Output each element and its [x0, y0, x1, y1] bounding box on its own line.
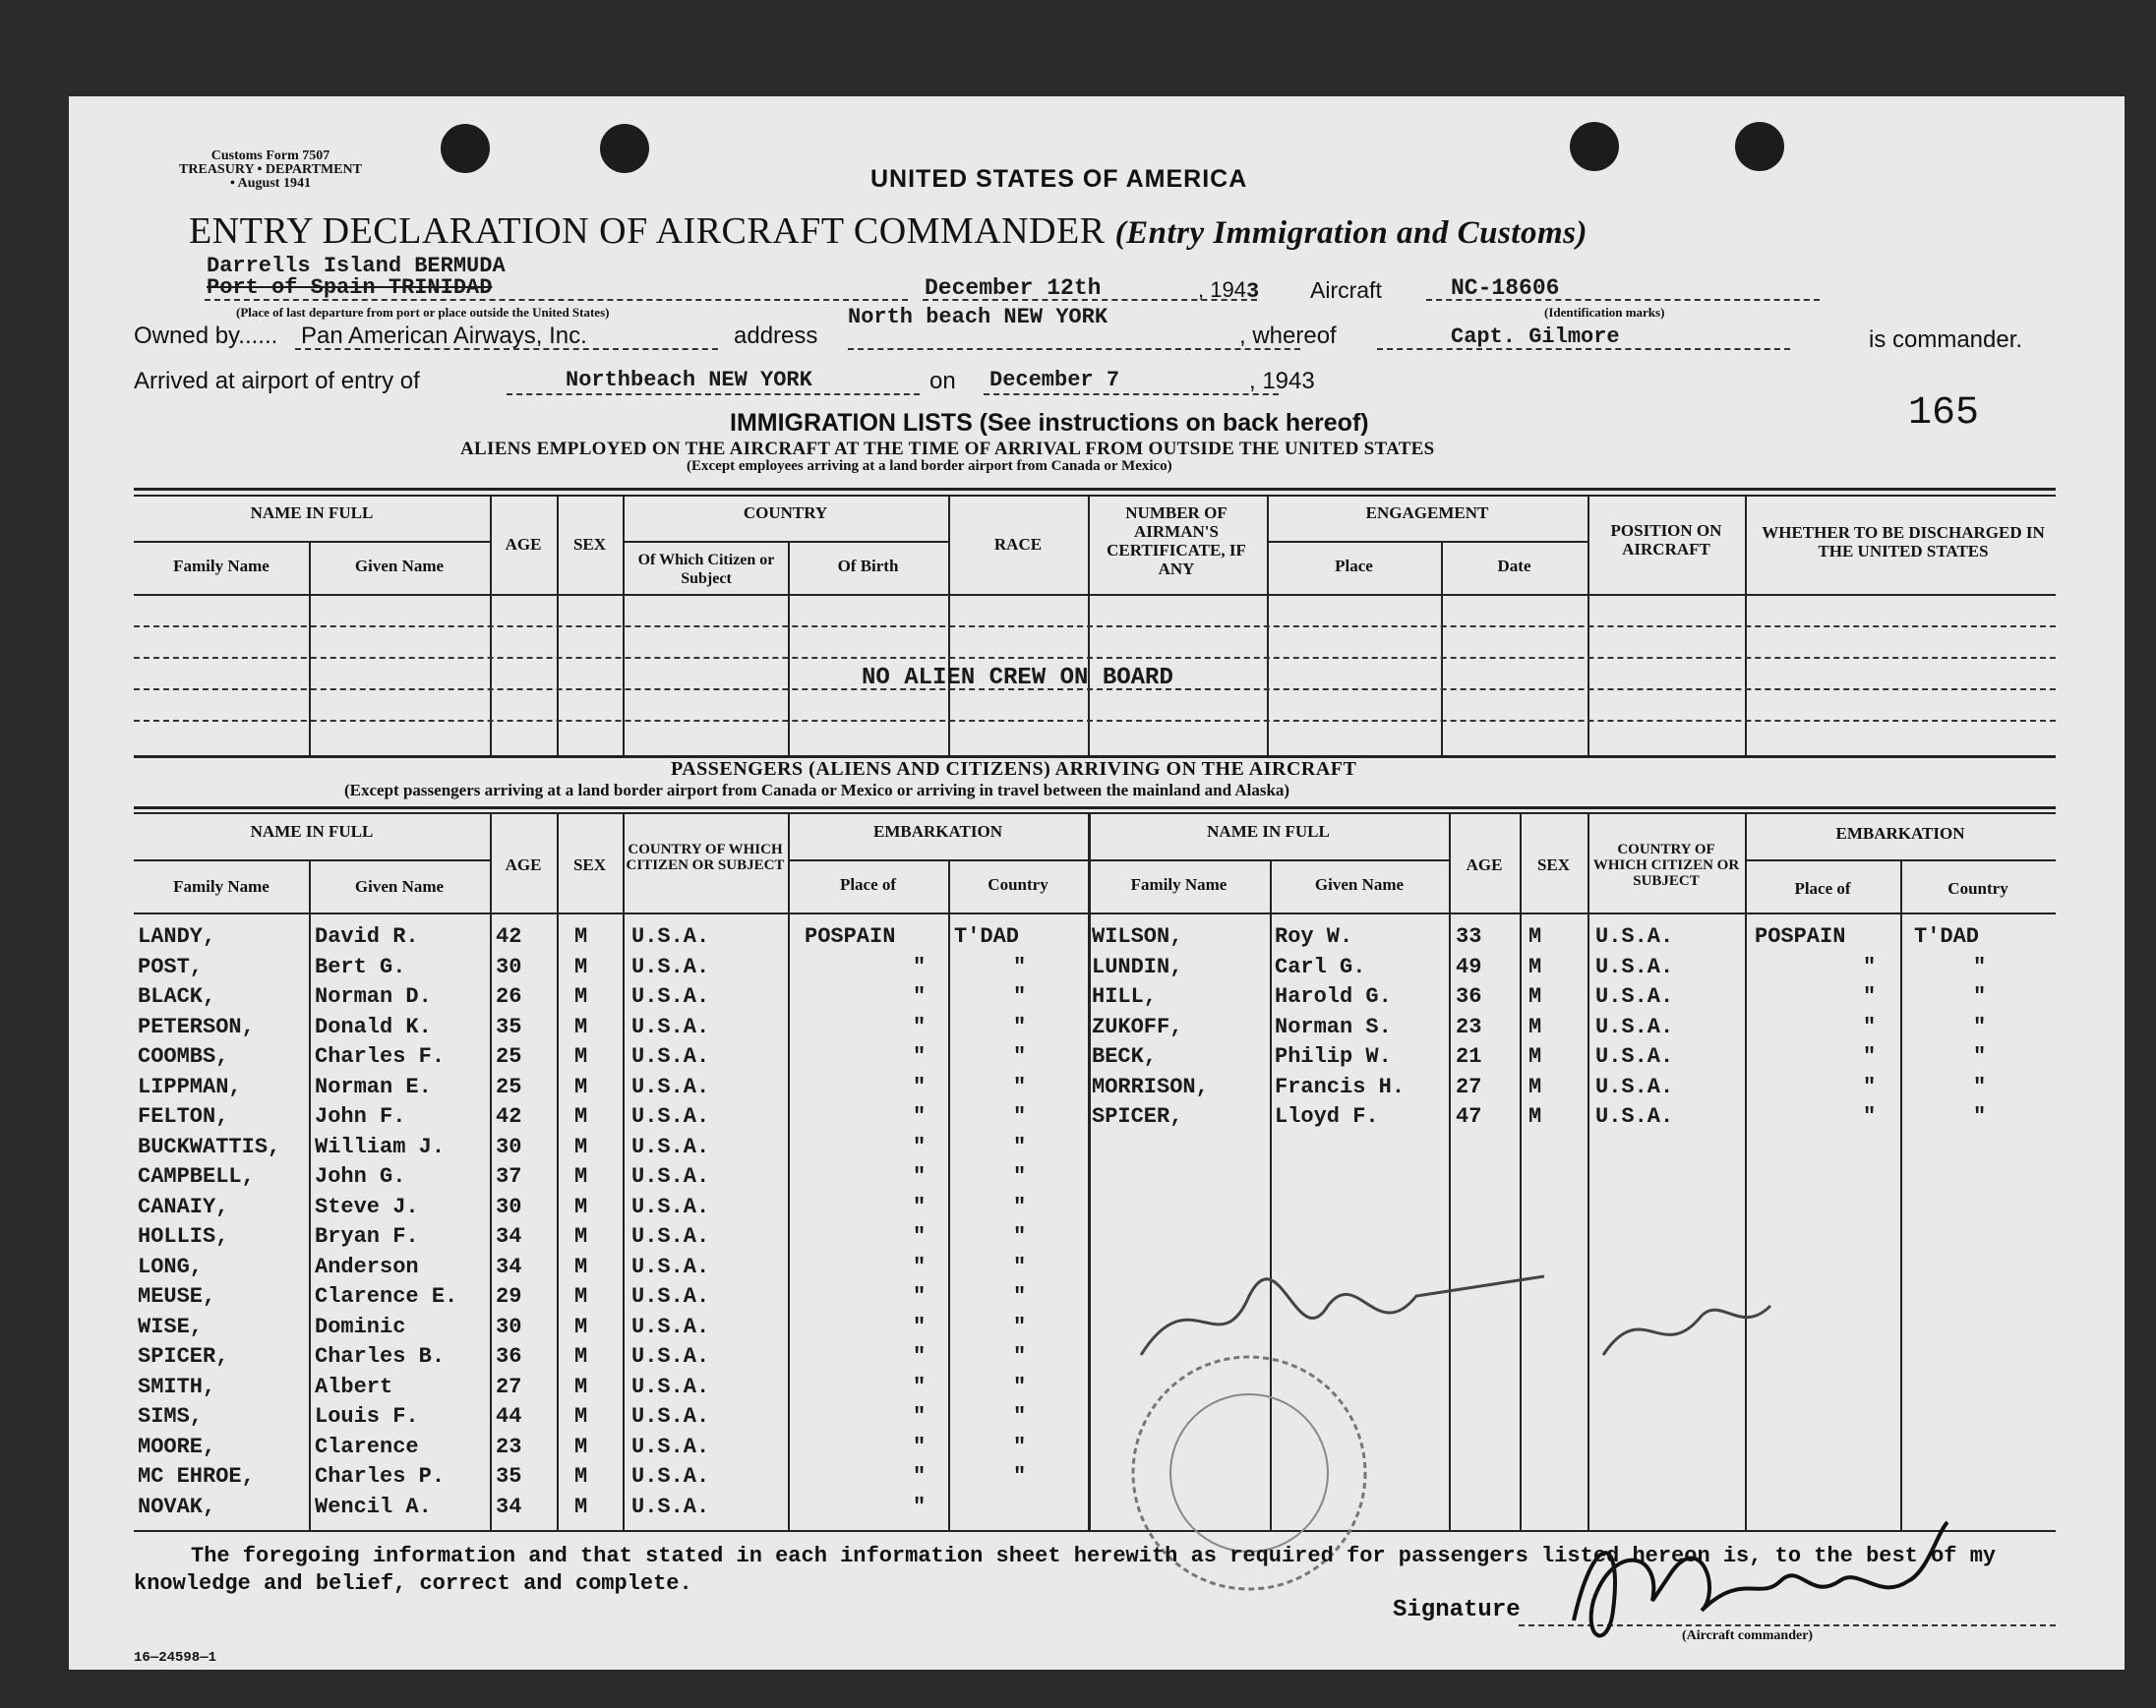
passenger-place: "	[1863, 1104, 1877, 1129]
passenger-place: "	[1863, 1014, 1877, 1039]
passenger-citizen: U.S.A.	[1595, 1104, 1674, 1129]
passenger-citizen: U.S.A.	[631, 1494, 710, 1519]
pax-col-citizen-right: COUNTRY OF WHICH CITIZEN OR SUBJECT	[1592, 842, 1740, 889]
passenger-given: Steve J.	[315, 1194, 419, 1219]
passenger-country: "	[1013, 1284, 1027, 1309]
passenger-sex: M	[574, 1284, 588, 1309]
passenger-sex: M	[574, 1314, 588, 1339]
declaration-line2: knowledge and belief, correct and complete.	[134, 1571, 692, 1596]
passenger-age: 30	[496, 1314, 522, 1339]
immigration-subheading: ALIENS EMPLOYED ON THE AIRCRAFT AT THE TIME OF ARRIVAL FROM OUTSIDE THE UNITED STATES	[460, 439, 1435, 459]
passenger-age: 21	[1456, 1044, 1482, 1069]
passenger-sex: M	[574, 1134, 588, 1159]
passenger-family: WILSON,	[1092, 924, 1183, 949]
passenger-place: "	[913, 1494, 927, 1519]
no-crew-note: NO ALIEN CREW ON BOARD	[862, 665, 1173, 691]
passenger-citizen: U.S.A.	[631, 1164, 710, 1189]
passenger-country: "	[1973, 1014, 1987, 1039]
passenger-country: "	[1013, 1344, 1027, 1369]
commander-signature	[1554, 1512, 1967, 1660]
passenger-family: SMITH,	[138, 1374, 216, 1399]
passenger-age: 25	[496, 1074, 522, 1099]
passenger-place: "	[1863, 954, 1877, 979]
passenger-country: "	[1973, 1074, 1987, 1099]
whereof-label: , whereof	[1239, 323, 1337, 349]
passenger-place: "	[913, 1464, 927, 1489]
pax-col-embarkation: EMBARKATION	[873, 822, 1002, 841]
form-title-sub: (Entry Immigration and Customs)	[1114, 215, 1587, 251]
passenger-citizen: U.S.A.	[1595, 924, 1674, 949]
signature-label: Signature	[1393, 1597, 1521, 1623]
passenger-sex: M	[574, 1434, 588, 1459]
passenger-country: "	[1973, 1104, 1987, 1129]
pax-col-citizen: COUNTRY OF WHICH CITIZEN OR SUBJECT	[626, 842, 785, 873]
passenger-country: "	[1013, 1134, 1027, 1159]
arrived-label: Arrived at airport of entry of	[134, 368, 420, 394]
passenger-citizen: U.S.A.	[631, 1074, 710, 1099]
passenger-place: "	[913, 1044, 927, 1069]
passenger-age: 35	[496, 1464, 522, 1489]
passenger-given: Lloyd F.	[1275, 1104, 1379, 1129]
passenger-sex: M	[574, 984, 588, 1009]
form-department: TREASURY • DEPARTMENT	[179, 162, 362, 177]
owner-name: Pan American Airways, Inc.	[301, 323, 587, 349]
passenger-citizen: U.S.A.	[631, 1374, 710, 1399]
aircraft-label: Aircraft	[1310, 277, 1382, 303]
passenger-age: 34	[496, 1494, 522, 1519]
passenger-place: "	[913, 1164, 927, 1189]
crew-col-name: NAME IN FULL	[250, 503, 374, 522]
passengers-heading: PASSENGERS (ALIENS AND CITIZENS) ARRIVING ON THE AIRCRAFT	[671, 758, 1357, 780]
form-sheet	[69, 96, 2125, 1670]
passenger-given: Bert G.	[315, 954, 406, 979]
passenger-given: Wencil A.	[315, 1494, 432, 1519]
passenger-citizen: U.S.A.	[631, 1134, 710, 1159]
owned-label: Owned by......	[134, 323, 278, 349]
passenger-citizen: U.S.A.	[631, 984, 710, 1009]
is-commander-label: is commander.	[1869, 326, 2023, 353]
passenger-citizen: U.S.A.	[631, 1314, 710, 1339]
crew-col-race: RACE	[993, 535, 1043, 554]
passenger-given: Carl G.	[1275, 954, 1366, 979]
passenger-family: SIMS,	[138, 1404, 204, 1429]
passenger-citizen: U.S.A.	[631, 1464, 710, 1489]
passenger-country: "	[1013, 1104, 1027, 1129]
passenger-age: 33	[1456, 924, 1482, 949]
crew-col-sex: SEX	[572, 535, 607, 554]
passenger-sex: M	[574, 1344, 588, 1369]
passenger-family: MC EHROE,	[138, 1464, 255, 1489]
departure-date: December 12th	[925, 275, 1102, 301]
passenger-age: 37	[496, 1164, 522, 1189]
passenger-sex: M	[574, 1404, 588, 1429]
crew-col-country: COUNTRY	[743, 503, 828, 522]
passenger-place: "	[1863, 1074, 1877, 1099]
punch-hole	[1735, 122, 1784, 171]
passenger-place: "	[913, 1434, 927, 1459]
crew-col-family: Family Name	[173, 557, 270, 575]
passenger-given: Anderson	[315, 1254, 419, 1279]
passengers-subnote: (Except passengers arriving at a land border airport from Canada or Mexico or arriving in travel between the mainland and Alaska)	[344, 781, 1290, 799]
passenger-place: "	[913, 1344, 927, 1369]
passenger-country: T'DAD	[1914, 924, 1980, 949]
footer-code: 16—24598—1	[134, 1650, 217, 1666]
passenger-family: SPICER,	[1092, 1104, 1183, 1129]
passenger-country: "	[1013, 1194, 1027, 1219]
pax-col-country-right: Country	[1947, 879, 2008, 898]
passenger-citizen: U.S.A.	[1595, 984, 1674, 1009]
crew-col-birth: Of Birth	[837, 557, 899, 575]
passenger-age: 26	[496, 984, 522, 1009]
passenger-country: "	[1013, 1404, 1027, 1429]
passenger-family: LONG,	[138, 1254, 204, 1279]
passenger-family: CANAIY,	[138, 1194, 229, 1219]
passenger-age: 42	[496, 1104, 522, 1129]
pax-col-given: Given Name	[354, 877, 445, 896]
passenger-sex: M	[1528, 924, 1542, 949]
passenger-country: "	[1013, 1254, 1027, 1279]
passenger-given: David R.	[315, 924, 419, 949]
passenger-place: "	[1863, 1044, 1877, 1069]
passenger-country: "	[1013, 984, 1027, 1009]
crew-col-discharged: WHETHER TO BE DISCHARGED IN THE UNITED STATES	[1762, 523, 2045, 560]
form-date: • August 1941	[230, 176, 311, 191]
passenger-age: 30	[496, 954, 522, 979]
immigration-subnote: (Except employees arriving at a land border airport from Canada or Mexico)	[687, 458, 1172, 474]
passenger-family: PETERSON,	[138, 1014, 255, 1039]
passenger-sex: M	[574, 1164, 588, 1189]
passenger-sex: M	[574, 1254, 588, 1279]
passenger-age: 49	[1456, 954, 1482, 979]
passenger-place: "	[913, 1224, 927, 1249]
passenger-country: "	[1013, 1314, 1027, 1339]
crew-col-cert: NUMBER OF AIRMAN'S CERTIFICATE, IF ANY	[1107, 503, 1246, 578]
passenger-sex: M	[574, 1074, 588, 1099]
form-identity	[172, 149, 369, 191]
passenger-given: Louis F.	[315, 1404, 419, 1429]
passenger-place: "	[913, 1254, 927, 1279]
immigration-heading: IMMIGRATION LISTS (See instructions on back hereof)	[730, 409, 1369, 437]
form-number: Customs Form 7507	[210, 148, 330, 163]
departure-year: , 1943	[1198, 277, 1260, 304]
passenger-age: 25	[496, 1044, 522, 1069]
passenger-sex: M	[574, 1194, 588, 1219]
commander-name: Capt. Gilmore	[1451, 324, 1620, 349]
passenger-given: Charles F.	[315, 1044, 446, 1069]
passenger-citizen: U.S.A.	[1595, 1074, 1674, 1099]
passenger-sex: M	[574, 1374, 588, 1399]
passenger-family: WISE,	[138, 1314, 204, 1339]
passenger-sex: M	[1528, 984, 1542, 1009]
pax-col-family: Family Name	[173, 877, 270, 896]
passenger-family: HOLLIS,	[138, 1224, 229, 1249]
passenger-family: SPICER,	[138, 1344, 229, 1369]
crew-col-place: Place	[1335, 557, 1373, 575]
crew-col-age: AGE	[505, 535, 542, 554]
passenger-sex: M	[574, 1014, 588, 1039]
passenger-age: 27	[496, 1374, 522, 1399]
passenger-given: Clarence E.	[315, 1284, 458, 1309]
passenger-given: Norman E.	[315, 1074, 432, 1099]
passenger-citizen: U.S.A.	[631, 924, 710, 949]
passenger-citizen: U.S.A.	[631, 1404, 710, 1429]
passenger-given: Philip W.	[1275, 1044, 1392, 1069]
pax-col-embarkation-right: EMBARKATION	[1835, 824, 1965, 843]
passenger-place: "	[913, 1314, 927, 1339]
passenger-family: MORRISON,	[1092, 1074, 1209, 1099]
pax-col-name-right: NAME IN FULL	[1207, 822, 1330, 841]
passenger-given: Charles B.	[315, 1344, 446, 1369]
passenger-place: POSPAIN	[805, 924, 896, 949]
declaration-line1: The foregoing information and that stated in each information sheet herewith as required for passengers listed hereon is, to the best of my	[191, 1544, 1997, 1568]
passenger-sex: M	[574, 1494, 588, 1519]
passenger-place: "	[913, 1074, 927, 1099]
passenger-citizen: U.S.A.	[631, 1104, 710, 1129]
passenger-sex: M	[1528, 1014, 1542, 1039]
passenger-citizen: U.S.A.	[1595, 1044, 1674, 1069]
passenger-sex: M	[1528, 1074, 1542, 1099]
form-title-main: ENTRY DECLARATION OF AIRCRAFT COMMANDER	[189, 210, 1106, 252]
crew-col-citizen: Of Which Citizen or Subject	[637, 552, 775, 587]
passenger-place: "	[913, 1014, 927, 1039]
passenger-sex: M	[574, 924, 588, 949]
passenger-given: Norman S.	[1275, 1014, 1392, 1039]
passenger-country: "	[1013, 1464, 1027, 1489]
arrival-year: , 1943	[1249, 368, 1315, 394]
passenger-given: Roy W.	[1275, 924, 1353, 949]
passenger-sex: M	[574, 954, 588, 979]
passenger-age: 29	[496, 1284, 522, 1309]
passenger-family: POST,	[138, 954, 204, 979]
passenger-age: 23	[1456, 1014, 1482, 1039]
crew-col-position: POSITION ON AIRCRAFT	[1610, 521, 1722, 559]
passenger-age: 36	[496, 1344, 522, 1369]
passenger-place: POSPAIN	[1755, 924, 1846, 949]
passenger-family: CAMPBELL,	[138, 1164, 255, 1189]
passenger-age: 27	[1456, 1074, 1482, 1099]
passenger-family: BLACK,	[138, 984, 216, 1009]
signature-caption: (Aircraft commander)	[1682, 1628, 1814, 1643]
passenger-given: Francis H.	[1275, 1074, 1406, 1099]
passenger-given: Donald K.	[315, 1014, 432, 1039]
passenger-place: "	[913, 1134, 927, 1159]
passenger-sex: M	[574, 1224, 588, 1249]
passenger-family: MOORE,	[138, 1434, 216, 1459]
passenger-citizen: U.S.A.	[1595, 1014, 1674, 1039]
passenger-family: LIPPMAN,	[138, 1074, 242, 1099]
passenger-citizen: U.S.A.	[631, 1014, 710, 1039]
passenger-country: "	[1973, 984, 1987, 1009]
punch-hole	[441, 124, 490, 173]
handwritten-scribble	[1131, 1237, 1800, 1394]
pax-col-family-right: Family Name	[1130, 875, 1228, 894]
passenger-citizen: U.S.A.	[631, 1254, 710, 1279]
passenger-citizen: U.S.A.	[631, 954, 710, 979]
passenger-family: NOVAK,	[138, 1494, 216, 1519]
crew-col-date: Date	[1497, 557, 1531, 575]
passenger-sex: M	[574, 1104, 588, 1129]
pax-col-given-right: Given Name	[1314, 875, 1405, 894]
passenger-citizen: U.S.A.	[631, 1224, 710, 1249]
pax-col-sex-right: SEX	[1536, 855, 1571, 874]
passenger-family: LANDY,	[138, 924, 216, 949]
passenger-age: 36	[1456, 984, 1482, 1009]
passenger-given: Dominic	[315, 1314, 406, 1339]
passenger-place: "	[913, 1404, 927, 1429]
aircraft-id: NC-18606	[1451, 275, 1560, 301]
passenger-given: John F.	[315, 1104, 406, 1129]
form-title	[189, 209, 1587, 253]
passenger-age: 35	[496, 1014, 522, 1039]
passenger-family: BUCKWATTIS,	[138, 1134, 281, 1159]
departure-struck: Port of Spain TRINIDAD	[207, 275, 493, 300]
address-value: North beach NEW YORK	[848, 305, 1108, 329]
on-label: on	[929, 368, 956, 394]
passenger-age: 34	[496, 1254, 522, 1279]
passenger-given: Norman D.	[315, 984, 432, 1009]
passenger-country: "	[1973, 954, 1987, 979]
passenger-place: "	[913, 984, 927, 1009]
passenger-place: "	[913, 1284, 927, 1309]
passenger-age: 42	[496, 924, 522, 949]
passenger-country: "	[1013, 1434, 1027, 1459]
pax-col-place-right: Place of	[1794, 879, 1851, 898]
pax-col-age-right: AGE	[1466, 855, 1503, 874]
passenger-sex: M	[1528, 1044, 1542, 1069]
passenger-country: "	[1013, 1164, 1027, 1189]
passenger-given: Bryan F.	[315, 1224, 419, 1249]
passenger-age: 30	[496, 1194, 522, 1219]
passenger-citizen: U.S.A.	[631, 1194, 710, 1219]
punch-hole	[600, 124, 649, 173]
punch-hole	[1570, 122, 1619, 171]
passenger-age: 44	[496, 1404, 522, 1429]
passenger-family: FELTON,	[138, 1104, 229, 1129]
passenger-citizen: U.S.A.	[631, 1344, 710, 1369]
ident-caption: (Identification marks)	[1544, 305, 1665, 320]
passenger-given: Harold G.	[1275, 984, 1392, 1009]
passenger-country: "	[1013, 954, 1027, 979]
passenger-given: Clarence	[315, 1434, 419, 1459]
passenger-given: William J.	[315, 1134, 446, 1159]
departure-caption: (Place of last departure from port or place outside the United States)	[236, 305, 610, 320]
passenger-place: "	[1863, 984, 1877, 1009]
passenger-family: BECK,	[1092, 1044, 1158, 1069]
country-heading: UNITED STATES OF AMERICA	[870, 165, 1248, 193]
address-label: address	[734, 323, 818, 349]
pax-col-age: AGE	[505, 855, 542, 874]
crew-col-engagement: ENGAGEMENT	[1365, 503, 1489, 522]
passenger-country: "	[1973, 1044, 1987, 1069]
passenger-sex: M	[1528, 954, 1542, 979]
passenger-country: T'DAD	[954, 924, 1020, 949]
passenger-given: Charles P.	[315, 1464, 446, 1489]
passenger-family: COOMBS,	[138, 1044, 229, 1069]
passenger-family: HILL,	[1092, 984, 1158, 1009]
passenger-age: 30	[496, 1134, 522, 1159]
passenger-place: "	[913, 954, 927, 979]
passenger-country: "	[1013, 1044, 1027, 1069]
arrival-airport: Northbeach NEW YORK	[566, 368, 812, 392]
passenger-citizen: U.S.A.	[631, 1434, 710, 1459]
pax-col-sex: SEX	[572, 855, 607, 874]
passenger-given: John G.	[315, 1164, 406, 1189]
passenger-family: LUNDIN,	[1092, 954, 1183, 979]
document-number: 165	[1908, 391, 1980, 436]
passenger-citizen: U.S.A.	[631, 1044, 710, 1069]
passenger-country: "	[1013, 1374, 1027, 1399]
passenger-country: "	[1013, 1014, 1027, 1039]
passenger-sex: M	[574, 1464, 588, 1489]
passenger-country: "	[1013, 1224, 1027, 1249]
pax-col-country: Country	[988, 875, 1048, 894]
passenger-place: "	[913, 1104, 927, 1129]
arrival-date: December 7	[989, 368, 1120, 392]
departure-place: Darrells Island BERMUDA	[207, 254, 506, 278]
passenger-family: MEUSE,	[138, 1284, 216, 1309]
passenger-family: ZUKOFF,	[1092, 1014, 1183, 1039]
passenger-age: 23	[496, 1434, 522, 1459]
passenger-citizen: U.S.A.	[1595, 954, 1674, 979]
passenger-given: Albert	[315, 1374, 393, 1399]
passenger-sex: M	[1528, 1104, 1542, 1129]
passenger-age: 34	[496, 1224, 522, 1249]
passenger-sex: M	[574, 1044, 588, 1069]
passenger-place: "	[913, 1194, 927, 1219]
crew-col-given: Given Name	[354, 557, 445, 575]
passenger-age: 47	[1456, 1104, 1482, 1129]
pax-col-place: Place of	[839, 875, 897, 894]
pax-col-name: NAME IN FULL	[250, 822, 374, 841]
passenger-country: "	[1013, 1074, 1027, 1099]
passenger-place: "	[913, 1374, 927, 1399]
passenger-citizen: U.S.A.	[631, 1284, 710, 1309]
